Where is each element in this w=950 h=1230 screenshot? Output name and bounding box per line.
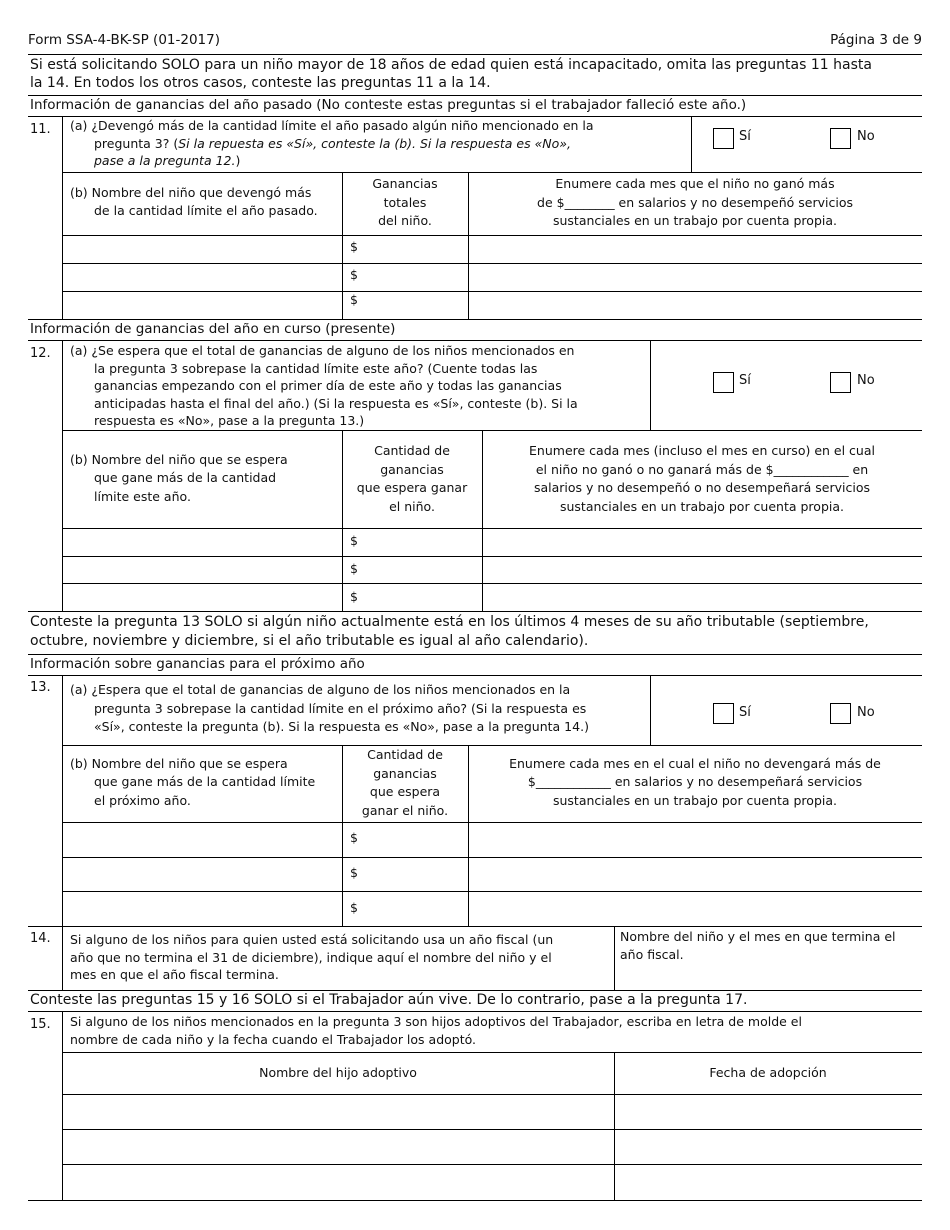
q13-col2-line: que espera xyxy=(369,784,441,799)
q14-right-line: Nombre del niño y el mes en que termina el xyxy=(620,929,896,944)
q13-name-input[interactable] xyxy=(64,823,341,856)
q11-no-label: No xyxy=(857,129,875,144)
q13-no-label: No xyxy=(857,705,875,720)
q13-yes-checkbox[interactable] xyxy=(713,703,734,724)
q11-number: 11. xyxy=(30,122,51,137)
q11-b-line-2: de la cantidad límite el año pasado. xyxy=(94,203,318,218)
q12-a-line: la pregunta 3 sobrepase la cantidad límite este año? (Cuente todas las xyxy=(94,361,538,376)
section-next-year-title: Información sobre ganancias para el próximo año xyxy=(30,656,365,672)
q11-dollar: $ xyxy=(350,267,358,282)
q11-no-checkbox[interactable] xyxy=(830,128,851,149)
rule xyxy=(62,430,922,431)
q15-line: Si alguno de los niños mencionados en la pregunta 3 son hijos adoptivos del Trabajador, escriba en letra de molde el xyxy=(70,1014,802,1029)
q11-name-input[interactable] xyxy=(64,236,341,262)
q12-col2-line: el niño. xyxy=(389,499,435,514)
q13-dollar: $ xyxy=(350,900,358,915)
rule xyxy=(62,116,63,319)
q13-col2-line: ganancias xyxy=(373,766,437,781)
rule xyxy=(28,926,922,927)
notice-15: Conteste las preguntas 15 y 16 SOLO si el Trabajador aún vive. De lo contrario, pase a la pregunta 17. xyxy=(30,992,748,1008)
q14-line: año que no termina el 31 de diciembre), indique aquí el nombre del niño y el xyxy=(70,950,552,965)
rule xyxy=(28,611,922,612)
q13-col3-line: $____________ en salarios y no desempeñará servicios xyxy=(527,774,863,789)
q12-dollar: $ xyxy=(350,589,358,604)
q13-dollar: $ xyxy=(350,865,358,880)
rule xyxy=(28,1200,922,1201)
q13-number: 13. xyxy=(30,680,51,695)
q15-number: 15. xyxy=(30,1017,51,1032)
intro-line-2: la 14. En todos los otros casos, conteste las preguntas 11 a la 14. xyxy=(30,75,491,91)
q12-no-label: No xyxy=(857,373,875,388)
q11-yes-checkbox[interactable] xyxy=(713,128,734,149)
q11-a-line-3: pase a la pregunta 12.) xyxy=(94,153,241,168)
q14-line: mes en que el año fiscal termina. xyxy=(70,967,279,982)
q13-col3-line: Enumere cada mes en el cual el niño no devengará más de xyxy=(509,756,881,771)
q15-date-input[interactable] xyxy=(616,1165,921,1199)
q12-dollar: $ xyxy=(350,533,358,548)
q14-line: Si alguno de los niños para quien usted está solicitando usa un año fiscal (un xyxy=(70,932,554,947)
q11-col2-line: del niño. xyxy=(378,213,432,228)
page-number: Página 3 de 9 xyxy=(830,32,922,48)
rule xyxy=(650,340,651,430)
rule xyxy=(62,745,922,746)
q13-dollar: $ xyxy=(350,830,358,845)
q13-col2-line: ganar el niño. xyxy=(361,803,449,818)
rule xyxy=(28,54,922,55)
q12-b-line: que gane más de la cantidad xyxy=(94,470,277,485)
q12-a-line: (a) ¿Se espera que el total de ganancias de alguno de los niños mencionados en xyxy=(70,343,575,358)
q14-number: 14. xyxy=(30,931,51,946)
q13-b-line: (b) Nombre del niño que se espera xyxy=(70,756,288,771)
q13-yes-label: Sí xyxy=(739,705,751,720)
rule xyxy=(691,116,692,172)
q12-a-line: respuesta es «No», pase a la pregunta 13.) xyxy=(94,413,365,428)
q15-name-input[interactable] xyxy=(64,1165,613,1199)
q11-col3-line: sustanciales en un trabajo por cuenta propia. xyxy=(552,213,837,228)
rule xyxy=(28,1011,922,1012)
q12-col2-line: ganancias xyxy=(380,462,444,477)
q13-col2-line: Cantidad de xyxy=(367,747,443,762)
rule xyxy=(62,675,63,926)
q12-name-input[interactable] xyxy=(64,584,341,610)
section-current-year-title: Información de ganancias del año en curso (presente) xyxy=(30,321,396,337)
q12-col2-line: que espera ganar xyxy=(356,480,468,495)
form-page xyxy=(28,0,922,1230)
q11-yes-label: Sí xyxy=(739,129,751,144)
q12-name-input[interactable] xyxy=(64,529,341,555)
q11-col3-line: de $________ en salarios y no desempeñó servicios xyxy=(537,195,853,210)
notice-13-line-2: octubre, noviembre y diciembre, si el año tributable es igual al año calendario). xyxy=(30,633,589,649)
q11-name-input[interactable] xyxy=(64,264,341,290)
q14-right-line: año fiscal. xyxy=(620,947,684,962)
q12-no-checkbox[interactable] xyxy=(830,372,851,393)
q15-col-adoption-date: Fecha de adopción xyxy=(709,1065,827,1080)
form-id: Form SSA-4-BK-SP (01-2017) xyxy=(28,32,220,48)
q13-b-line: que gane más de la cantidad límite xyxy=(94,774,316,789)
q11-col2-line: totales xyxy=(383,195,427,210)
q11-dollar: $ xyxy=(350,292,358,307)
section-last-year-title: Información de ganancias del año pasado (No conteste estas preguntas si el trabajador falleció este año.) xyxy=(30,97,747,113)
rule xyxy=(614,926,615,990)
rule xyxy=(28,340,922,341)
rule xyxy=(650,675,651,745)
notice-13-line-1: Conteste la pregunta 13 SOLO si algún niño actualmente está en los últimos 4 meses de su año tributable (septiembre, xyxy=(30,614,869,630)
q11-a-line-2: pregunta 3? (Si la repuesta es «Sí», conteste la (b). Si la respuesta es «No», xyxy=(94,136,571,151)
q13-b-line: el próximo año. xyxy=(94,793,191,808)
q13-name-input[interactable] xyxy=(64,858,341,890)
rule xyxy=(62,340,63,611)
q12-yes-label: Sí xyxy=(739,373,751,388)
rule xyxy=(62,172,922,173)
q13-a-line: pregunta 3 sobrepase la cantidad límite en el próximo año? (Si la respuesta es xyxy=(94,701,587,716)
q11-dollar: $ xyxy=(350,239,358,254)
q12-col3-line: salarios y no desempeñó o no desempeñará servicios xyxy=(533,480,870,495)
rule xyxy=(62,1052,922,1053)
q15-name-input[interactable] xyxy=(64,1095,613,1128)
q11-name-input[interactable] xyxy=(64,292,341,318)
q12-a-line: ganancias empezando con el primer día de este año y todas las ganancias xyxy=(94,378,562,393)
q13-no-checkbox[interactable] xyxy=(830,703,851,724)
q13-a-line: (a) ¿Espera que el total de ganancias de alguno de los niños mencionados en la xyxy=(70,682,571,697)
q12-col3-line: sustanciales en un trabajo por cuenta propia. xyxy=(559,499,844,514)
rule xyxy=(28,675,922,676)
q13-col3-line: sustanciales en un trabajo por cuenta propia. xyxy=(552,793,837,808)
q15-line: nombre de cada niño y la fecha cuando el Trabajador los adoptó. xyxy=(70,1032,477,1047)
q13-a-line: «Sí», conteste la pregunta (b). Si la respuesta es «No», pase a la pregunta 14.) xyxy=(94,719,589,734)
q12-b-line: límite este año. xyxy=(94,489,191,504)
rule xyxy=(62,926,63,990)
q13-name-input[interactable] xyxy=(64,892,341,925)
q12-b-line: (b) Nombre del niño que se espera xyxy=(70,452,288,467)
q12-dollar: $ xyxy=(350,561,358,576)
q14-fiscal-year-input[interactable] xyxy=(616,966,921,989)
q11-col2-line: Ganancias xyxy=(372,176,438,191)
q15-col-adopted-child-name: Nombre del hijo adoptivo xyxy=(259,1065,417,1080)
q12-col2-line: Cantidad de xyxy=(374,443,450,458)
q12-number: 12. xyxy=(30,346,51,361)
q12-a-line: anticipadas hasta el final del año.) (Si la respuesta es «Sí», conteste (b). Si la xyxy=(94,396,578,411)
q12-yes-checkbox[interactable] xyxy=(713,372,734,393)
q11-b-line-1: (b) Nombre del niño que devengó más xyxy=(70,185,312,200)
intro-line-1: Si está solicitando SOLO para un niño mayor de 18 años de edad quien está incapacitado, omita las preguntas 11 hasta xyxy=(30,57,872,73)
q11-a-line-1: (a) ¿Devengó más de la cantidad límite el año pasado algún niño mencionado en la xyxy=(70,118,594,133)
q12-col3-line: Enumere cada mes (incluso el mes en curso) en el cual xyxy=(529,443,875,458)
q15-name-input[interactable] xyxy=(64,1130,613,1163)
q12-col3-line: el niño no ganó o no ganará más de $____________ en xyxy=(535,462,869,477)
q15-date-input[interactable] xyxy=(616,1095,921,1128)
q12-name-input[interactable] xyxy=(64,557,341,582)
q15-date-input[interactable] xyxy=(616,1130,921,1163)
rule xyxy=(62,1011,63,1200)
q11-col3-line: Enumere cada mes que el niño no ganó más xyxy=(555,176,835,191)
